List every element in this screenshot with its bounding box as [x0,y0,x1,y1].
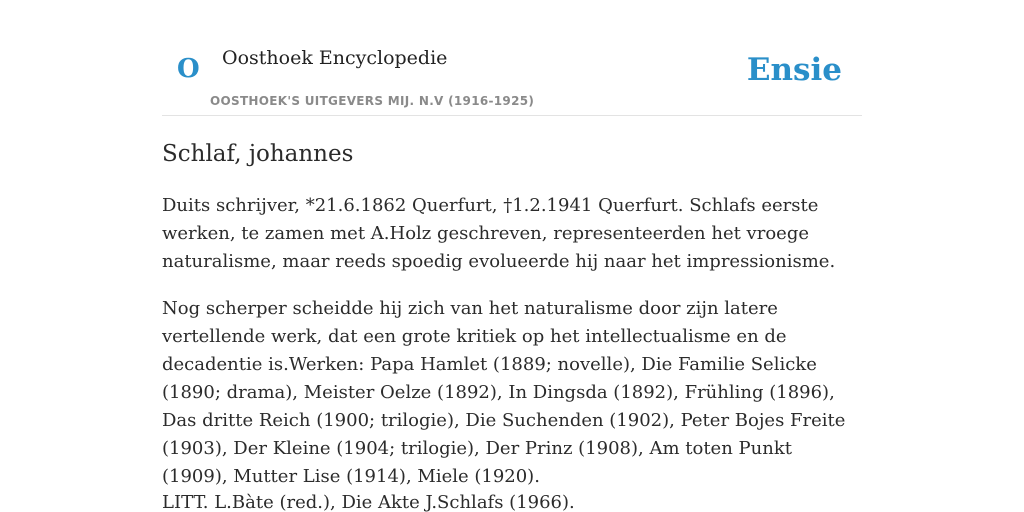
ensie-logo-link[interactable]: Ensie [746,52,842,88]
publication-title[interactable]: Oosthoek Encyclopedie [222,47,448,69]
article-title: Schlaf, johannes [162,141,354,167]
article-paragraph: Nog scherper scheidde hij zich van het naturalisme door zijn latere vertellende werk, dat een grote kritiek op het intellectualisme en de decadentie is.Werken: Papa Hamlet (1889; novelle), Die Familie Selicke (1890; drama), Meister Oelze (1892), In Dingsda (1892), Frühling (1896), Das dritte Reich (1900; trilogie), Die Suchenden (1902), Peter Bojes Freite (1903), Der Kleine (1904; trilogie), Der Prinz (1908), Am toten Punkt (1909), Mutter Lise (1914), Miele (1920). [162,298,846,487]
article-paragraph: Duits schrijver, *21.6.1862 Querfurt, †1.2.1941 Querfurt. Schlafs eerste werken, te zamen met A.Holz geschreven, representeerden het vroege naturalisme, maar reeds spoedig evolueerde hij naar het impressionisme. [162,195,836,272]
article-literature: LITT. L.Bàte (red.), Die Akte J.Schlafs (1966). [162,492,575,512]
publisher-name: OOSTHOEK'S UITGEVERS MIJ. N.V (1916-1925) [210,94,535,108]
publication-logo[interactable]: O [177,54,200,84]
publication-header [162,36,862,116]
